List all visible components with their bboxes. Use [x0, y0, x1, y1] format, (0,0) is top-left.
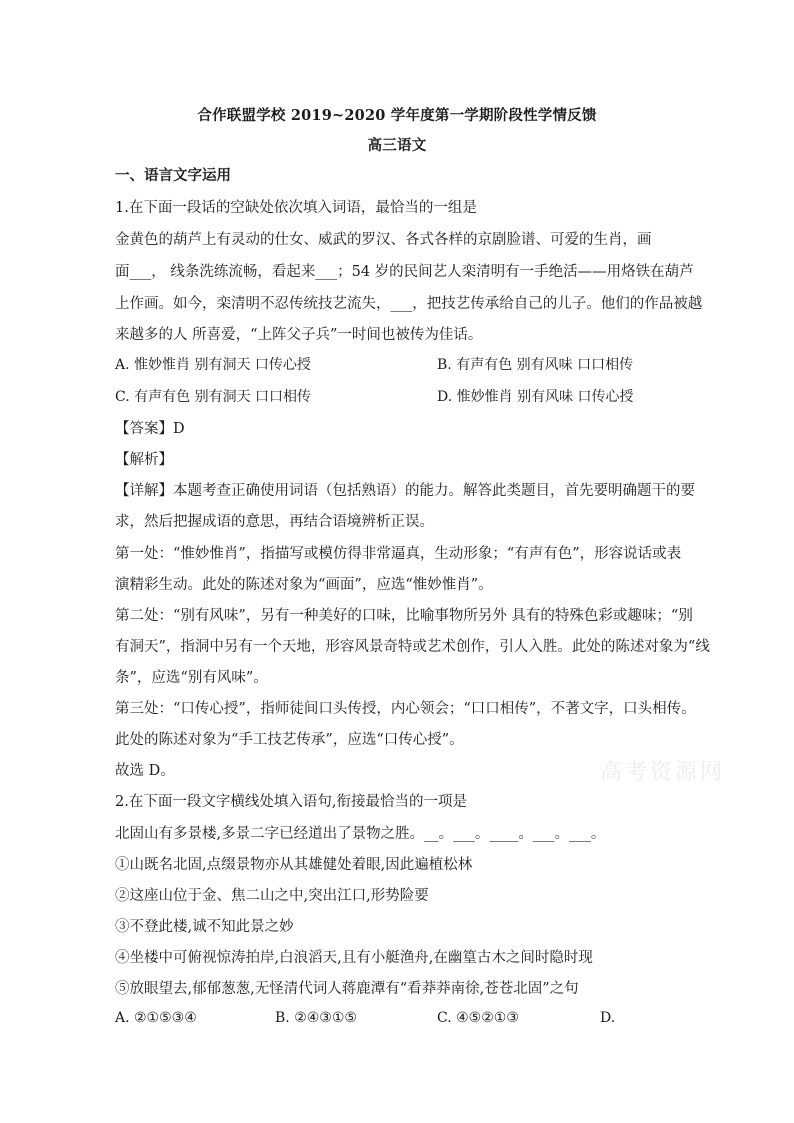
question-1-detail-line: 演精彩生动。此处的陈述对象为“画面”，应选“惟妙惟肖”。 — [115, 577, 493, 593]
question-1-detail-line: 此处的陈述对象为“手工技艺传承”，应选“口传心授”。 — [115, 732, 464, 748]
question-1-passage-line: 金黄色的葫芦上有灵动的仕女、威武的罗汉、各式各样的京剧脸谱、可爱的生肖，画 — [115, 232, 652, 248]
question-2-option-b: B. ②④③①⑤ — [275, 1010, 357, 1026]
question-1-detail-line: 条”，应选“别有风味”。 — [115, 670, 268, 686]
question-2-line: ③不登此楼,诚不知此景之妙 — [115, 919, 294, 935]
question-1-stem: 1.在下面一段话的空缺处依次填入词语，最恰当的一组是 — [115, 200, 477, 216]
question-1-detail-line: 有洞天”，指洞中另有一个天地，形容风景奇特或艺术创作，引人入胜。此处的陈述对象为“线 — [115, 639, 710, 655]
question-2-line: ⑤放眼望去,郁郁葱葱,无怪清代词人蒋鹿潭有“看莽莽南徐,苍苍北固”之句 — [115, 981, 579, 997]
question-2-line: 北固山有多景楼,多景二字已经道出了景物之胜。__。___。____。___。___。 — [115, 826, 606, 842]
question-1-detail-line: 第三处：“口传心授”，指师徒间口头传授，内心领会；“口口相传”，不著文字，口头相传。 — [115, 701, 696, 717]
watermark: 高考资源网 — [600, 760, 726, 785]
question-1-option-d: D. 惟妙惟肖 别有风味 口传心授 — [437, 389, 634, 405]
question-1-passage-line: 面___， 线条洗练流畅，看起来___；54 岁的民间艺人栾清明有一手绝活——用烙铁在葫芦 — [115, 264, 694, 280]
question-2-line: ②这座山位于金、焦二山之中,突出江口,形势险要 — [115, 888, 429, 904]
question-2-line: ①山既名北固,点缀景物亦从其雄健处着眼,因此遍植松林 — [115, 857, 473, 873]
question-1-detail-line: 第一处：“惟妙惟肖”，指描写或模仿得非常逼真，生动形象；“有声有色”，形容说话或表 — [115, 546, 682, 562]
question-1-passage-line: 来越多的人 所喜爱，“上阵父子兵”一时间也被传为佳话。 — [115, 327, 483, 343]
question-1-analysis-label: 【解析】 — [115, 452, 173, 468]
section-heading: 一、语言文字运用 — [115, 167, 231, 184]
question-1-detail-line: 第二处：“别有风味”，另有一种美好的口味，比喻事物所另外 具有的特殊色彩或趣味；“别 — [115, 608, 693, 624]
question-1-option-b: B. 有声有色 别有风味 口口相传 — [437, 357, 634, 373]
question-2-option-a: A. ②①⑤③④ — [115, 1010, 197, 1026]
question-2-option-d: D. — [600, 1010, 616, 1026]
document-subtitle: 高三语文 — [367, 137, 427, 154]
document-title: 合作联盟学校 2019~2020 学年度第一学期阶段性学情反馈 — [197, 107, 597, 124]
question-1-passage-line: 上作画。如今，栾清明不忍传统技艺流失，___，把技艺传承给自己的儿子。他们的作品被越 — [115, 296, 703, 312]
question-1-answer: 【答案】D — [115, 421, 185, 437]
question-1-option-c: C. 有声有色 别有洞天 口口相传 — [115, 389, 312, 405]
question-1-option-a: A. 惟妙惟肖 别有洞天 口传心授 — [115, 357, 311, 373]
question-2-stem: 2.在下面一段文字横线处填入语句,衔接最恰当的一项是 — [115, 794, 467, 810]
question-1-detail-line: 求，然后把握成语的意思，再结合语境辨析正误。 — [115, 514, 434, 530]
question-1-detail-line: 故选 D。 — [115, 763, 175, 779]
question-2-line: ④坐楼中可俯视惊涛拍岸,白浪滔天,且有小艇渔舟,在幽篁古木之间时隐时现 — [115, 950, 593, 966]
question-1-detail-line: 【详解】本题考查正确使用词语（包括熟语）的能力。解答此类题目，首先要明确题干的要 — [115, 483, 695, 499]
question-2-option-c: C. ④⑤②①③ — [437, 1010, 519, 1026]
